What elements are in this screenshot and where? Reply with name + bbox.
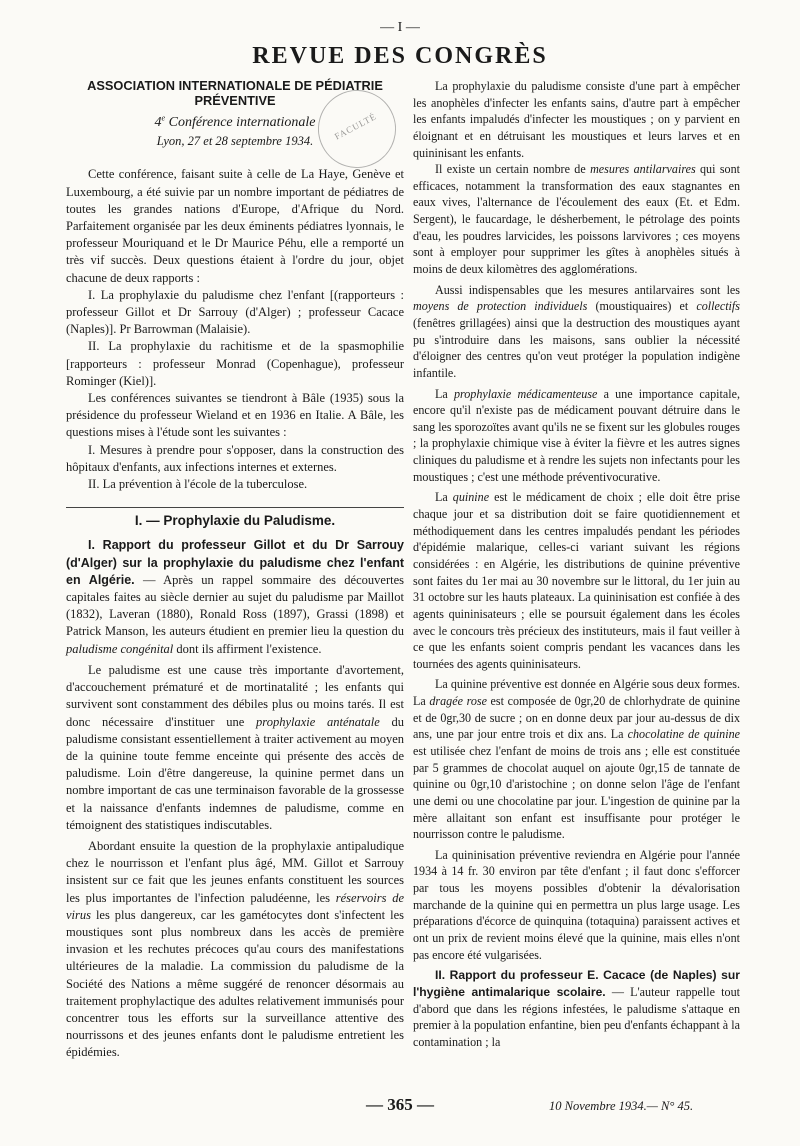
paragraph-children: Abordant ensuite la question de la prophylaxie antipaludique chez le nourrisson et l'enfant plus âgé, MM. Gillot et Sarrouy insistent sur ce fait que les jeunes enfants constituent les sources les plus importantes de l'infection paludéenne, les réservoirs de virus les plus dangereux, car les gamétocytes dont s'infectent les moustiques sont plus nombreux dans les accès de première invasion et les rechutes précoces qu'au cours des manifestations ultérieures de la maladie. La commission du paludisme de la Société des Nations a même suggéré de renoncer désormais au traitement prophylactique des adultes relativement immunisés pour concentrer tous les efforts sur la surveillance attentive des nourrissons et des jeunes enfants dont le paludisme entretient les épidémies. [66,838,404,1060]
conference-place-date: Lyon, 27 et 28 septembre 1934. [156,134,314,149]
issue-date: 10 Novembre 1934.— N° 45. [549,1099,694,1113]
paragraph-prophylaxis: La prophylaxie du paludisme consiste d'une part à empêcher les anophèles d'infecter les enfants sains, d'autre part à empêcher les enfants impaludés d'infecter les moustiques ; on y parvient en éloignant et en détruisant les moustiques et leurs larves et en quininisant les enfants. [413,79,740,160]
paragraph-quinine: La quinine est le médicament de choix ; elle doit être prise chaque jour et sa distribution doit se faire quotidiennement et méthodiquement dans les centres impaludés pendant les périodes d'épidémie malarique, celles-ci variant suivant les régions considérées : en Algérie, les distributions de quinine préventive sont faites du 1er mai au 30 novembre sur le littoral, du 1er juin au 31 octobre sur les hauts plateaux. La quininisation est confiée à des agents quininisateurs ; elle se poursuit également dans les écoles avec le concours très précieux des instituteurs, mais il faut veiller à ce que les enfants soient compris pendant les vacances dans les tournées des agents quininisateurs. [413,490,741,671]
masthead-title: REVUE DES CONGRÈS [252,43,548,69]
question-two: II. La prophylaxie du rachitisme et de la spasmophilie [rapporteurs : professeur Monrad (Copenhague), professeur Rominger (Kiel)]. [66,339,404,388]
report-gillot-paragraph: I. Rapport du professeur Gillot et du Dr Sarrouy (d'Alger) sur la prophylaxie du paludisme chez l'enfant en Algérie. — Après un rappel sommaire des découvertes capitales faites au siècle dernier au sujet du paludisme par Maillot (1832), Laveran (1880), Ronald Ross (1897), Grassi (1898) et Patrick Manson, les auteurs étudient en premier lieu la question du paludisme congénital dont ils affirment l'existence. [66,538,404,656]
paragraph-antenatal: Le paludisme est une cause très importante d'avortement, d'accouchement prématuré et de mortinatalité ; les enfants qui survivent sont constamment des débiles plus ou moins tarés. Il est donc nécessaire d'instituer une prophylaxie anténatale du paludisme consistant essentiellement à traiter activement au moyen de la quinine toute femme enceinte qui présente des accès de paludisme. Loin d'être dangereuse, la quinine permet dans un nombre important de cas une terminaison favorable de la grossesse et la naissance d'enfants indemnes de paludisme, comme en témoignent des statistiques indiscutables. [66,662,404,832]
paragraph-forms: La quinine préventive est donnée en Algérie sous deux formes. La dragée rose est composée de 0gr,20 de chlorhydrate de quinine et de 0gr,30 de sucre ; on en donne deux par jour au-dessus de dix ans, une par jour entre trois et dix ans. La chocolatine de quinine est utilisée chez l'enfant de moins de trois ans ; elle est constituée par 5 grammes de chocolat auquel on ajoute 0gr,15 de tannate de quinine ou 0gr,10 d'aristochine ; on donne selon l'âge de l'enfant une demi ou une chocolatine par jour. L'ingestion de quinine par la mère allaitant son enfant est insuffisante pour protéger le nourrisson contre le paludisme. [413,677,741,842]
section-heading: I. — Prophylaxie du Paludisme. [66,507,404,529]
paragraph-antilarval: Il existe un certain nombre de mesures antilarvaires qui sont efficaces, notamment la transformation des eaux stagnantes en eaux vives, l'alternance de l'écoulement des eaux (Et. et Edm. Sergent), le faucardage, le désherbement, le pétrolage des points d'eau, les poudres larvicides, les poissons larvivores ; ces moyens sont à employer pour supprimer les gîtes à anophèles situés à moins de deux kilomètres des agglomérations. [413,162,740,277]
question-one: I. La prophylaxie du paludisme chez l'enfant [(rapporteurs : professeur Gillot et Dr Sarrouy (d'Alger) ; professeur Cacace (Naples)]. Pr Barrowman (Malaisie). [66,287,404,337]
basel-question-one: I. Mesures à prendre pour s'opposer, dans la construction des hôpitaux d'enfants, aux infections internes et externes. [66,442,404,474]
conference-title: 4e Conférence internationale [154,113,316,130]
paragraph-medication: La prophylaxie médicamenteuse a une importance capitale, encore qu'il n'existe pas de médicament pouvant détruire dans le sang les sporozoïtes avant qu'ils ne se fixent sur les globules rouges ; la prophylaxie chimique vise à éviter la fièvre et les autres signes cliniques du paludisme et à rendre les sujets non infectants pour les moustiques ; c'est une méthode préventivocurative. [413,386,741,484]
basel-question-two: II. La prévention à l'école de la tuberculose. [88,477,308,492]
report-cacace-title: II. Rapport du professeur E. Cacace (de Naples) sur l'hygiène antimalarique scolaire. [413,968,740,999]
library-stamp: FACULTÉ [304,76,409,181]
report-gillot-title: I. Rapport du professeur Gillot et du Dr Sarrouy (d'Alger) sur la prophylaxie du paludisme chez l'enfant en Algérie. [66,538,404,587]
next-conferences: Les conférences suivantes se tiendront à Bâle (1935) sous la présidence du professeur Wieland et en 1936 en Italie. A Bâle, les questions mises à l'étude sont les suivantes : [66,391,404,440]
report-cacace-paragraph: II. Rapport du professeur E. Cacace (de Naples) sur l'hygiène antimalarique scolaire. — L'auteur rappelle tout d'abord que dans les régions infestées, le paludisme s'attaque en premier à la population enfantine, bien peu d'enfants échappant à la contamination ; la [413,968,740,1049]
association-title: ASSOCIATION INTERNATIONALE DE PÉDIATRIE PRÉVENTIVE [87,78,383,108]
intro-paragraph: Cette conférence, faisant suite à celle de La Haye, Genève et Luxembourg, a été suivie par un nombre important de pédiatres de toutes les grandes nations d'Europe, d'Afrique du Nord. Parfaitement organisée par les deux éminents pédiatres lyonnais, le professeur Mouriquand et le Dr Maurice Péhu, elle a remporté un très vif succès. Deux questions étaient à l'ordre du jour, objet chacune de deux rapports : [66,167,404,285]
paragraph-cost: La quininisation préventive reviendra en Algérie pour l'année 1934 à 14 fr. 30 environ par tête d'enfant ; il faut donc s'efforcer par tous les moyens possibles d'obtenir la dévalorisation marchande de la quinine qui en permettra un plus large usage. Les préparations d'écorce de quinquina (totaquina) paraissent actives et ont un prix de revient moins élevé que la quinine, mais elles n'ont pas encore été vulgarisées. [413,847,740,962]
left-column [66,78,404,1062]
right-column [413,78,740,1051]
paragraph-protection: Aussi indispensables que les mesures antilarvaires sont les moyens de protection individuels (moustiquaires) et collectifs (fenêtres grillagées) ainsi que la destruction des moustiques ayant pu s'introduire dans les maisons, sans oublier la nécessité d'éloigner des centres qu'on veut protéger la population indigène infantile. [413,282,740,380]
page-number: — 365 — [366,1095,434,1114]
running-head-roman: — I — [380,20,420,35]
